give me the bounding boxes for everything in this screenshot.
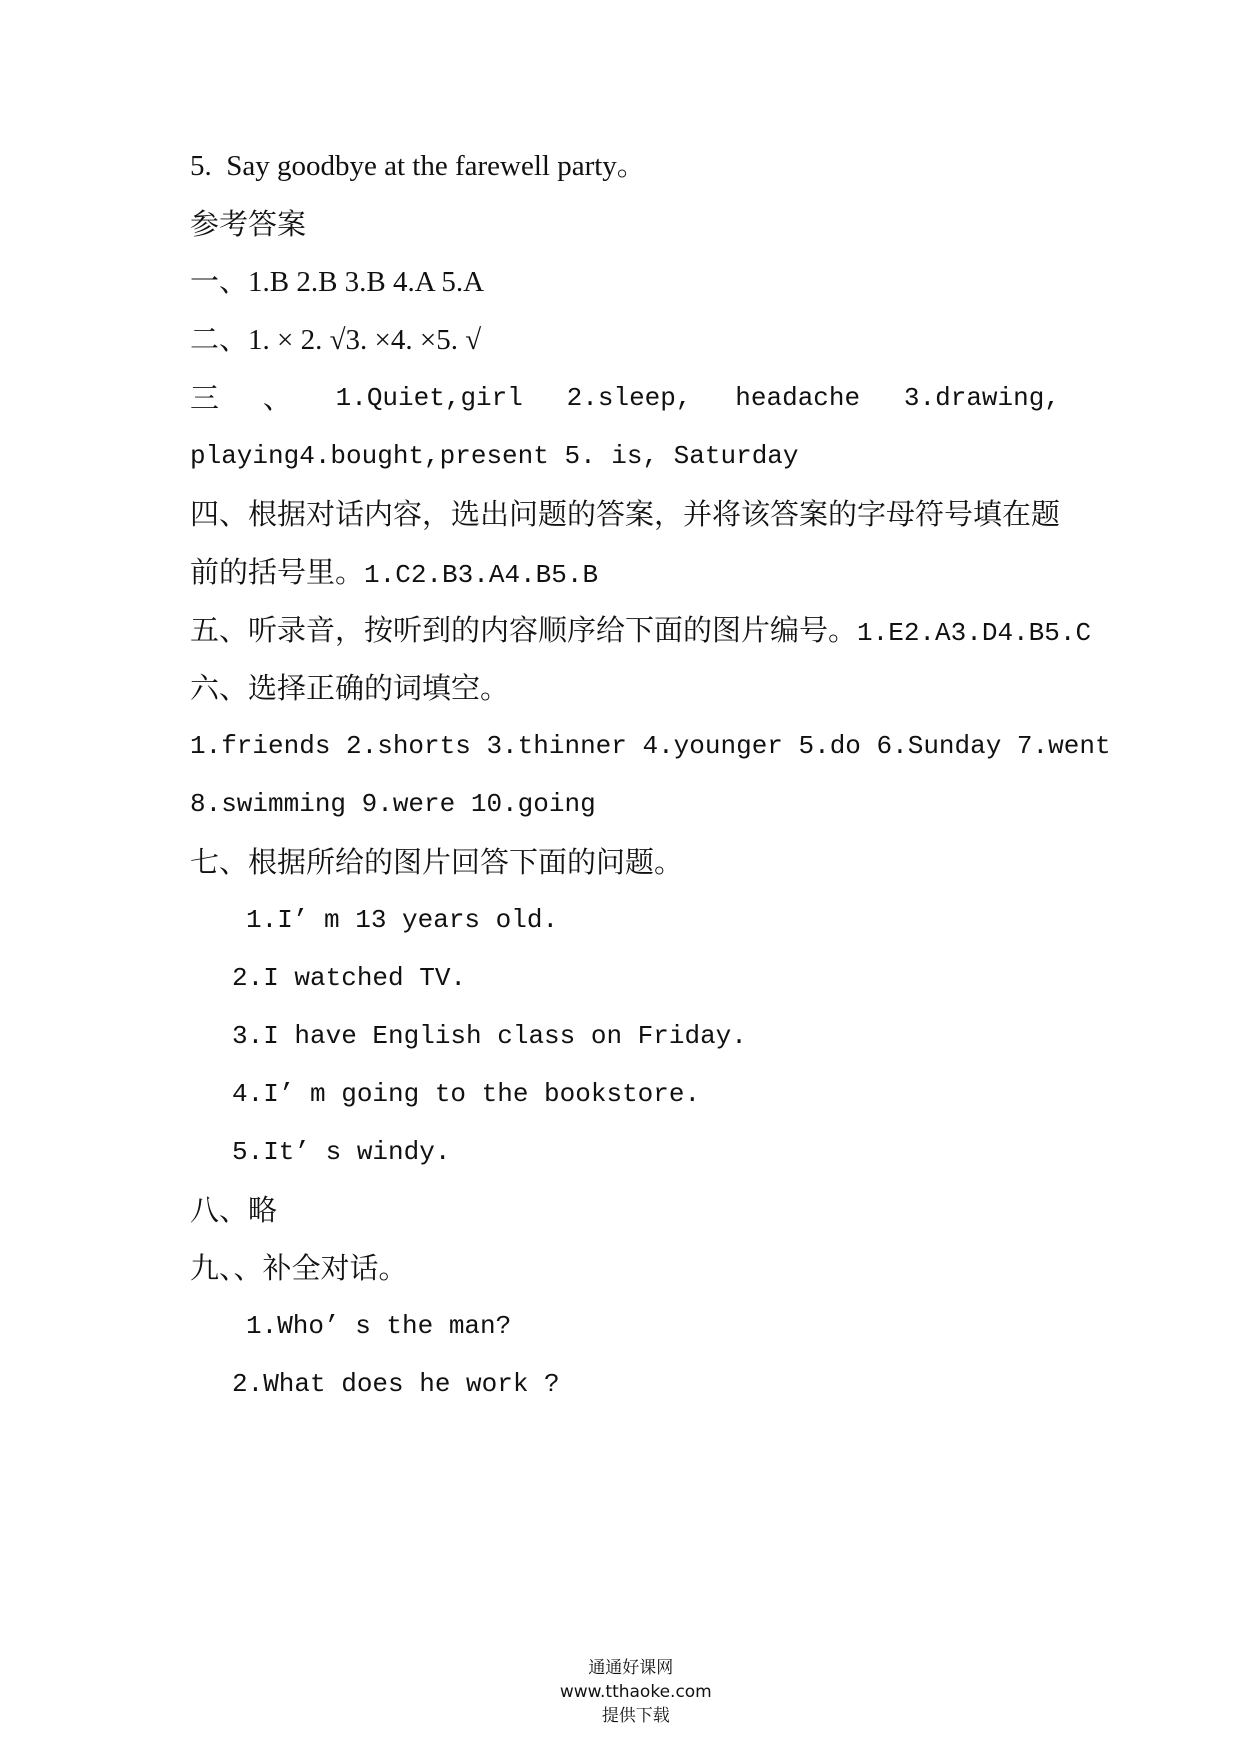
section-5-answers: 1.E2.A3.D4.B5.C [857,618,1092,648]
section-3-answer-2b: headache [735,383,861,413]
section-5-instruction: 五、听录音，按听到的内容顺序给下面的图片编号。 [190,613,858,647]
section-6-answers-line1: 1.friends 2.shorts 3.thinner 4.younger 5.do 6.Sunday 7.went [190,731,1111,761]
section-4-answers-line [190,554,598,593]
section-7-answer-1: 1.I’ m 13 years old. [246,905,559,935]
section-4-instruction-cont: 前的括号里。 [190,555,365,589]
footer-url: www.tthaoke.com [559,1682,712,1702]
question-5-text: 5. Say goodbye at the farewell party。 [190,150,646,182]
section-2-answers: 二、1. × 2. √3. ×4. ×5. √ [190,324,482,356]
section-3-answers-line2: playing4.bought,present 5. is, Saturday [190,441,799,471]
section-1-answers: 一、1.B 2.B 3.B 4.A 5.A [190,266,485,298]
footer-site-name: 通通好课网 [588,1658,674,1678]
section-8: 八、略 [190,1193,278,1227]
page-footer [0,1632,1240,1752]
section-5-line [190,612,1091,651]
section-4-instruction: 四、根据对话内容，选出问题的答案，并将该答案的字母符号填在题 [190,497,1061,531]
section-4-answers: 1.C2.B3.A4.B5.B [364,560,599,590]
section-3-answer-2: 2.sleep, [566,383,692,413]
section-6-answers-line2: 8.swimming 9.were 10.going [190,789,596,819]
footer-suffix: 提供下载 [601,1706,670,1726]
section-3-answer-3: 3.drawing, [903,383,1060,413]
section-3-label: 三 [190,381,220,415]
answer-key-heading: 参考答案 [190,207,307,241]
section-3-answer-1: 1.Quiet,girl [335,383,523,413]
section-9-answer-1: 1.Who’ s the man? [246,1311,512,1341]
section-7-answer-3: 3.I have English class on Friday. [232,1021,747,1051]
section-3-answers-line1 [190,380,1060,416]
section-3-separator: 、 [262,381,292,415]
section-6-title: 六、选择正确的词填空。 [190,671,510,705]
section-9-title: 九、、补全对话。 [190,1251,408,1285]
section-7-title: 七、根据所给的图片回答下面的问题。 [190,845,684,879]
section-7-answer-4: 4.I’ m going to the bookstore. [232,1079,701,1109]
section-9-answer-2: 2.What does he work ? [232,1369,560,1399]
section-7-answer-2: 2.I watched TV. [232,963,467,993]
section-7-answer-5: 5.It’ s windy. [232,1137,451,1167]
